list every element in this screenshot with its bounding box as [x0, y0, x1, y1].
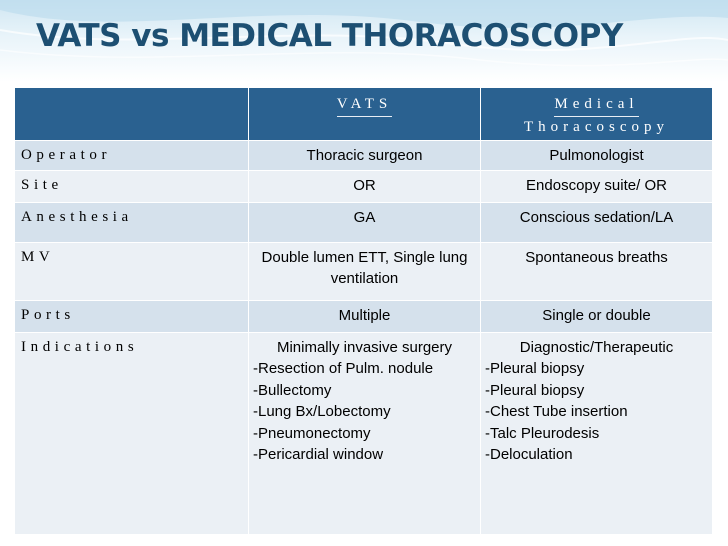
medical-cell: Endoscopy suite/ OR: [481, 171, 713, 203]
row-label: Site: [15, 171, 249, 203]
table-row-anesthesia: [15, 203, 713, 243]
table-header-row: [15, 88, 713, 141]
table-row-mv: [15, 243, 713, 301]
vats-indications-list: [253, 358, 476, 466]
medical-indications-cell: [481, 333, 713, 535]
list-item: -Pneumonectomy: [253, 424, 371, 442]
medical-cell: Pulmonologist: [481, 141, 713, 171]
row-label: Ports: [15, 301, 249, 333]
header-medical-thoracoscopy: [481, 88, 713, 141]
comparison-table: [14, 87, 713, 535]
vats-indications-cell: [249, 333, 481, 535]
table-row-site: [15, 171, 713, 203]
table-row-ports: [15, 301, 713, 333]
vats-cell: GA: [249, 203, 481, 243]
header-medical-line2: Thoracoscopy: [524, 119, 669, 135]
medical-indications-lead: Diagnostic/Therapeutic: [519, 339, 674, 356]
header-medical-line1: Medical: [554, 94, 638, 117]
vats-cell: Double lumen ETT, Single lung ventilation: [249, 243, 481, 301]
medical-indications-list: [485, 358, 708, 466]
medical-cell: Conscious sedation/LA: [481, 203, 713, 243]
table-row-indications: [15, 333, 713, 535]
list-item: -Pleural biopsy: [485, 381, 585, 399]
list-item: -Lung Bx/Lobectomy: [253, 403, 391, 420]
list-item: -Pleural biopsy: [485, 360, 585, 377]
row-label: Operator: [15, 141, 249, 171]
vats-cell: Multiple: [249, 301, 481, 333]
list-item: -Bullectomy: [253, 381, 332, 399]
slide-title: VATS vs MEDICAL THORACOSCOPY: [36, 18, 623, 54]
list-item: -Chest Tube insertion: [485, 403, 628, 420]
header-vats-label: VATS: [337, 94, 393, 117]
row-label: MV: [15, 243, 249, 301]
row-label: Indications: [15, 333, 249, 535]
vats-cell: Thoracic surgeon: [249, 141, 481, 171]
header-vats: [249, 88, 481, 141]
medical-cell: Spontaneous breaths: [481, 243, 713, 301]
list-item: -Talc Pleurodesis: [485, 424, 600, 442]
list-item: -Resection of Pulm. nodule: [253, 360, 434, 377]
row-label: Anesthesia: [15, 203, 249, 243]
table-row-operator: [15, 141, 713, 171]
vats-indications-lead: Minimally invasive surgery: [276, 339, 453, 356]
medical-cell: Single or double: [481, 301, 713, 333]
list-item: -Deloculation: [485, 446, 573, 463]
list-item: -Pericardial window: [253, 446, 384, 463]
vats-cell: OR: [249, 171, 481, 203]
header-corner-cell: [15, 88, 249, 141]
